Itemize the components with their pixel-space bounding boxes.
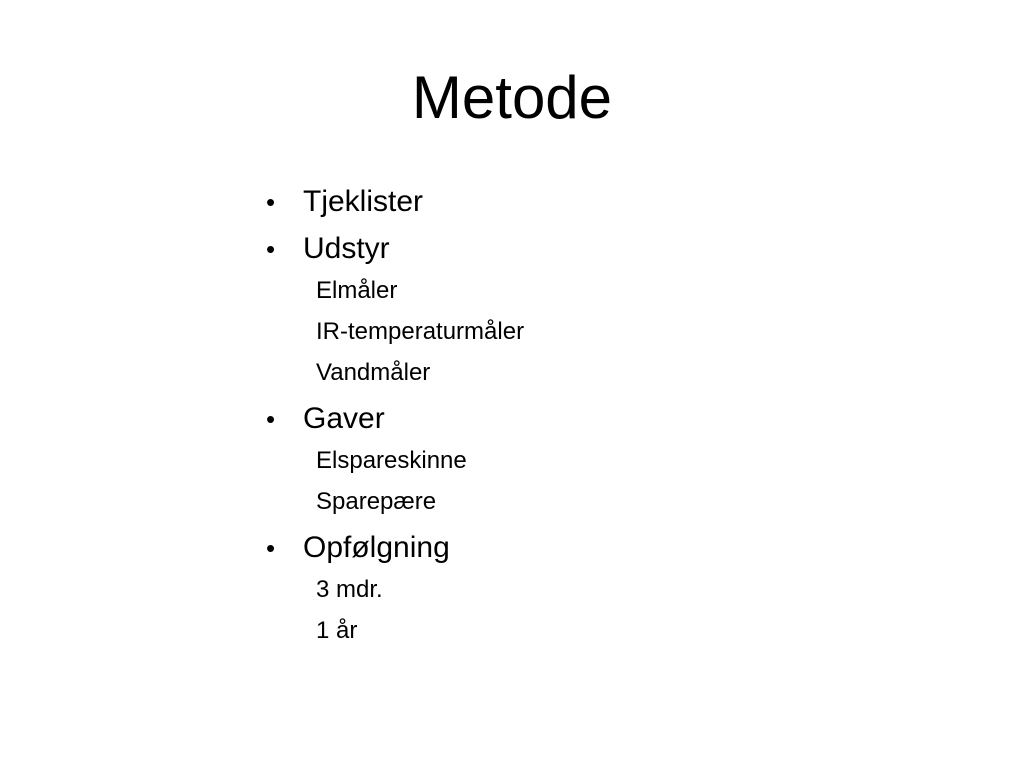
bullet-label: Gaver — [303, 402, 385, 435]
sub-item: IR-temperaturmåler — [316, 318, 525, 345]
bullet-label: Opfølgning — [303, 531, 450, 564]
sub-item: Sparepære — [316, 488, 437, 515]
bullet-list — [262, 180, 862, 655]
bullet-item-opfoelgning — [262, 526, 862, 573]
bullet-icon: • — [266, 234, 276, 264]
bullet-item-gaver — [262, 397, 862, 444]
bullet-item-udstyr — [262, 227, 862, 274]
sub-item: 3 mdr. — [316, 576, 383, 603]
sub-item: Vandmåler — [316, 359, 431, 386]
bullet-icon: • — [266, 533, 276, 563]
bullet-label: Udstyr — [303, 232, 390, 265]
sub-item: 1 år — [316, 617, 358, 644]
slide-title: Metode — [411, 64, 613, 131]
bullet-icon: • — [266, 187, 276, 217]
bullet-icon: • — [266, 404, 276, 434]
sub-item: Elmåler — [316, 277, 398, 304]
sub-item: Elspareskinne — [316, 447, 467, 474]
bullet-label: Tjeklister — [303, 185, 424, 218]
bullet-item-tjeklister — [262, 180, 862, 227]
